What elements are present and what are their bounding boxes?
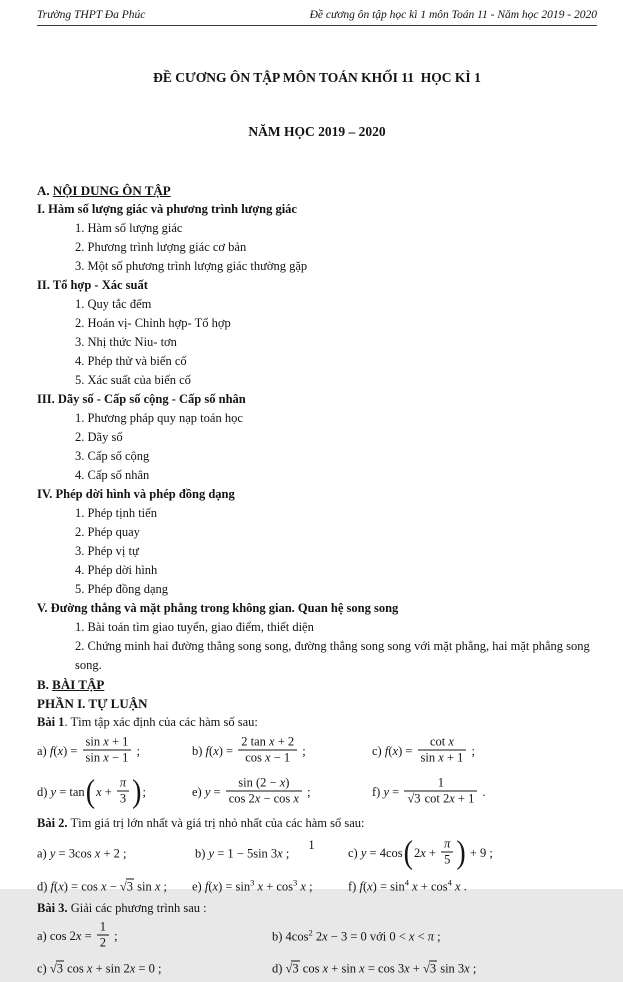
close-paren: ) xyxy=(132,773,142,810)
math-variable: y xyxy=(50,784,57,799)
math-variable: y xyxy=(204,784,211,799)
math-fraction xyxy=(83,735,132,766)
outline-group-title: I. Hàm số lượng giác và phương trình lượng giác xyxy=(37,202,297,216)
formula: b) f(x) = $\frac{\text{2 tan x + 2}}{\text{cos x − 1}}$ ; xyxy=(192,734,306,765)
formula: a) cos 2x = $\frac{1}{2}$ ; xyxy=(37,919,118,950)
problem-statement: Giải các phương trình sau : xyxy=(67,901,207,915)
outline-item: 2. Chứng minh hai đường thẳng song song, đường thẳng song song với mặt phẳng, hai mặt phẳng song song. xyxy=(75,639,590,672)
formula-row xyxy=(37,956,597,982)
math-variable: y xyxy=(49,846,56,861)
problem-statement: . Tìm tập xác định của các hàm số sau: xyxy=(64,715,258,729)
formula-row xyxy=(37,875,597,899)
math-variable: x xyxy=(265,750,271,765)
formula: c) √3 cos x + sin 2x = 0 ; xyxy=(37,961,162,976)
paren-content: x + $\frac{\pi}{3}$ xyxy=(96,778,131,809)
radicand: 3 xyxy=(292,961,299,976)
math-variable: x xyxy=(75,928,82,943)
outline-item: 4. Phép thử và biến cố xyxy=(75,354,187,368)
radicand: 3 xyxy=(56,961,63,976)
paren-content: 2x + $\frac{\pi}{5}$ xyxy=(414,839,455,870)
header-divider xyxy=(37,25,597,26)
math-variable: x xyxy=(94,846,101,861)
math-variable: π xyxy=(444,836,451,851)
math-variable: x xyxy=(408,929,415,944)
radicand: 3 xyxy=(126,879,134,894)
fraction-numerator xyxy=(117,776,129,791)
math-variable: x xyxy=(154,879,161,894)
math-fraction xyxy=(238,735,297,766)
fraction-denominator: √3 cot 2x + 1 xyxy=(404,791,477,807)
outline-item: 1. Bài toán tìm giao tuyến, giao điểm, thiết diện xyxy=(75,620,314,634)
fraction-numerator: sin x + 1 xyxy=(85,734,129,749)
math-variable: f xyxy=(50,879,55,894)
math-exponent: 3 xyxy=(293,877,298,888)
math-variable: x xyxy=(404,961,410,976)
math-square-root xyxy=(50,961,64,976)
math-exponent: 2 xyxy=(308,927,313,938)
outline-item: 5. Phép đồng dạng xyxy=(75,582,169,596)
math-variable: x xyxy=(257,879,264,894)
math-variable: π xyxy=(427,929,435,944)
outline-group-title: III. Dãy số - Cấp số cộng - Cấp số nhân xyxy=(37,392,246,406)
math-variable: x xyxy=(392,743,399,758)
formula: b) y = 1 − 5sin 3x ; xyxy=(195,846,290,861)
outline-item: 4. Phép dời hình xyxy=(75,563,158,577)
math-exponent: 4 xyxy=(404,877,409,888)
math-variable: x xyxy=(455,879,461,894)
page-number: 1 xyxy=(308,838,315,852)
outline-item: 1. Phép tịnh tiến xyxy=(75,506,157,520)
formula: c) f(x) = $\frac{\text{cot x}}{\text{sin x + 1}}$ ; xyxy=(372,734,475,765)
math-fraction xyxy=(404,776,477,807)
formula-row xyxy=(37,918,597,956)
formula: d) √3 cos x + sin x = cos 3x + √3 sin 3x ; xyxy=(272,961,477,976)
math-variable: x xyxy=(300,879,306,894)
outline-item: 3. Phép vị tự xyxy=(75,544,139,558)
math-variable: x xyxy=(322,929,328,944)
radicand: 3 xyxy=(414,791,421,806)
math-variable: y xyxy=(360,845,367,860)
radical-sign: √ xyxy=(285,961,292,976)
main-title xyxy=(37,33,597,177)
outline-item: 3. Cấp số cộng xyxy=(75,449,150,463)
math-variable: x xyxy=(322,961,329,976)
math-variable: x xyxy=(279,775,286,790)
fraction-denominator: cos x − 1 xyxy=(238,750,297,766)
fraction-denominator: sin x − 1 xyxy=(83,750,132,766)
section-a-title: NỘI DUNG ÔN TẬP xyxy=(52,183,171,198)
math-variable: π xyxy=(119,775,127,790)
formula: d) y = tan ( x + $\frac{\pi}{3}$ ) ; xyxy=(37,773,146,810)
math-variable: x xyxy=(212,879,219,894)
radical-sign: √ xyxy=(407,791,414,806)
problem-title xyxy=(37,814,597,833)
math-variable: x xyxy=(359,961,365,976)
math-variable: f xyxy=(49,743,54,758)
math-variable: x xyxy=(58,879,64,894)
fraction-numerator: 1 xyxy=(99,919,106,934)
math-variable: x xyxy=(129,961,136,976)
fraction-numerator: sin (2 − x) xyxy=(238,775,290,790)
math-square-root xyxy=(407,791,421,806)
math-variable: y xyxy=(208,846,215,861)
math-variable: x xyxy=(367,879,373,894)
math-variable: x xyxy=(86,961,93,976)
outline-item: 1. Phương pháp quy nạp toán học xyxy=(75,411,243,425)
math-square-root xyxy=(423,961,437,976)
document-header xyxy=(37,9,597,21)
formula-row xyxy=(37,772,597,814)
math-variable: x xyxy=(464,961,470,976)
formula: e) $f(x) = \sin^3 x + \cos^3 x$ ; xyxy=(192,877,313,894)
outline-group-title: V. Đường thẳng và mặt phẳng trong không gian. Quan hệ song song xyxy=(37,601,399,615)
math-variable: x xyxy=(449,791,455,806)
outline-group-title: II. Tổ hợp - Xác suất xyxy=(37,278,148,292)
outline-item: 2. Phương trình lượng giác cơ bản xyxy=(75,240,247,254)
math-variable: x xyxy=(412,879,418,894)
math-variable: x xyxy=(213,743,219,758)
outline-item: 2. Hoán vị- Chỉnh hợp- Tổ hợp xyxy=(75,316,231,330)
math-fraction xyxy=(418,735,467,766)
math-variable: f xyxy=(204,879,209,894)
radical-sign: √ xyxy=(49,961,56,976)
open-paren: ( xyxy=(403,834,413,871)
section-b-prefix: B. xyxy=(37,677,53,692)
problem-title xyxy=(37,713,597,732)
formula: e) y = $\frac{\sin (2 - x)}{\text{cos 2x − cos x}}$ ; xyxy=(192,775,311,806)
close-paren: ) xyxy=(456,834,466,871)
open-paren: ( xyxy=(85,773,96,810)
outline-item: 3. Một số phương trình lượng giác thường gặp xyxy=(75,259,308,273)
math-variable: x xyxy=(448,734,454,749)
outline-item: 4. Cấp số nhân xyxy=(75,468,150,482)
outline-item: 2. Dãy số xyxy=(75,430,123,444)
problem-statement: Tìm giá trị lớn nhất và giá trị nhỏ nhất của các hàm số sau: xyxy=(67,816,365,830)
math-variable: x xyxy=(293,791,299,806)
formula: a) f(x) = $\frac{\text{sin x + 1}}{\text{sin x − 1}}$ ; xyxy=(37,734,140,765)
outline-item: 5. Xác suất của biến cố xyxy=(75,373,191,387)
math-variable: x xyxy=(438,750,444,765)
review-outline xyxy=(37,200,597,675)
math-variable: x xyxy=(96,784,102,799)
math-variable: x xyxy=(254,791,261,806)
math-variable: x xyxy=(103,750,109,765)
problem-label: Bài 1 xyxy=(37,715,65,729)
radical-sign: √ xyxy=(119,879,126,894)
section-a-heading xyxy=(37,181,597,200)
fraction-denominator: 2 xyxy=(97,935,109,951)
section-a-prefix: A. xyxy=(37,183,53,198)
title-line-2: NĂM HỌC 2019 – 2020 xyxy=(248,124,386,139)
formula: c) y = 4cos ( 2x + $\frac{\pi}{5}$ ) + 9 ; xyxy=(348,834,493,871)
fraction-numerator: cot x xyxy=(429,734,454,749)
radical-sign: √ xyxy=(422,961,429,976)
math-variable: f xyxy=(384,743,389,758)
formula-row xyxy=(37,732,597,772)
math-fraction xyxy=(117,776,129,807)
fraction-denominator: 3 xyxy=(117,791,129,807)
math-variable: y xyxy=(383,784,390,799)
fraction-denominator: 5 xyxy=(441,852,453,868)
outline-item: 3. Nhị thức Niu- tơn xyxy=(75,335,177,349)
math-variable: x xyxy=(101,879,107,894)
math-fraction xyxy=(226,776,302,807)
math-exponent: 3 xyxy=(250,877,255,888)
fraction-denominator: cos 2x − cos x xyxy=(226,791,302,807)
math-fraction xyxy=(97,920,109,951)
math-variable: x xyxy=(420,845,426,860)
math-exponent: 4 xyxy=(447,877,452,888)
math-variable: x xyxy=(57,743,64,758)
section-b-heading xyxy=(37,675,597,694)
math-variable: x xyxy=(103,734,109,749)
problem-label: Bài 2. xyxy=(37,816,68,830)
math-variable: f xyxy=(359,879,363,894)
problem-label: Bài 3. xyxy=(37,901,68,915)
header-document-title: Đề cương ôn tập học kì 1 môn Toán 11 - Năm học 2019 - 2020 xyxy=(309,9,597,21)
title-line-1: ĐỀ CƯƠNG ÔN TẬP MÔN TOÁN KHỐI 11 HỌC KÌ 1 xyxy=(153,70,481,85)
fraction-numerator: 1 xyxy=(437,775,444,790)
formula: d) f(x) = cos x − √3 sin x ; xyxy=(37,879,168,894)
outline-group-title: IV. Phép dời hình và phép đồng dạng xyxy=(37,487,235,501)
fraction-denominator: sin x + 1 xyxy=(418,750,467,766)
formula: b) $4\cos^2$ 2x − 3 = 0 với 0 < x < π ; xyxy=(272,927,441,944)
outline-item: 2. Phép quay xyxy=(75,525,140,539)
radicand: 3 xyxy=(429,961,437,976)
math-square-root xyxy=(120,879,134,894)
section-b-title: BÀI TẬP xyxy=(52,677,105,692)
formula: f) y = $\frac{1}{√3 \cot 2x + 1}$ . xyxy=(372,775,486,806)
part-i-title: PHẦN I. TỰ LUẬN xyxy=(37,696,148,711)
math-variable: f xyxy=(205,743,210,758)
formula: f) $f(x) = \sin^4 x + \cos^4 x$ . xyxy=(348,877,467,894)
problem-title xyxy=(37,899,597,918)
header-school-name: Trường THPT Đa Phúc xyxy=(37,9,146,21)
outline-item: 1. Hàm số lượng giác xyxy=(75,221,183,235)
fraction-numerator: 2 tan x + 2 xyxy=(241,734,295,749)
math-variable: x xyxy=(277,846,283,861)
math-square-root xyxy=(286,961,300,976)
formula: a) y = 3cos x + 2 ; xyxy=(37,846,127,861)
math-variable: x xyxy=(269,734,275,749)
outline-item: 1. Quy tắc đếm xyxy=(75,297,152,311)
